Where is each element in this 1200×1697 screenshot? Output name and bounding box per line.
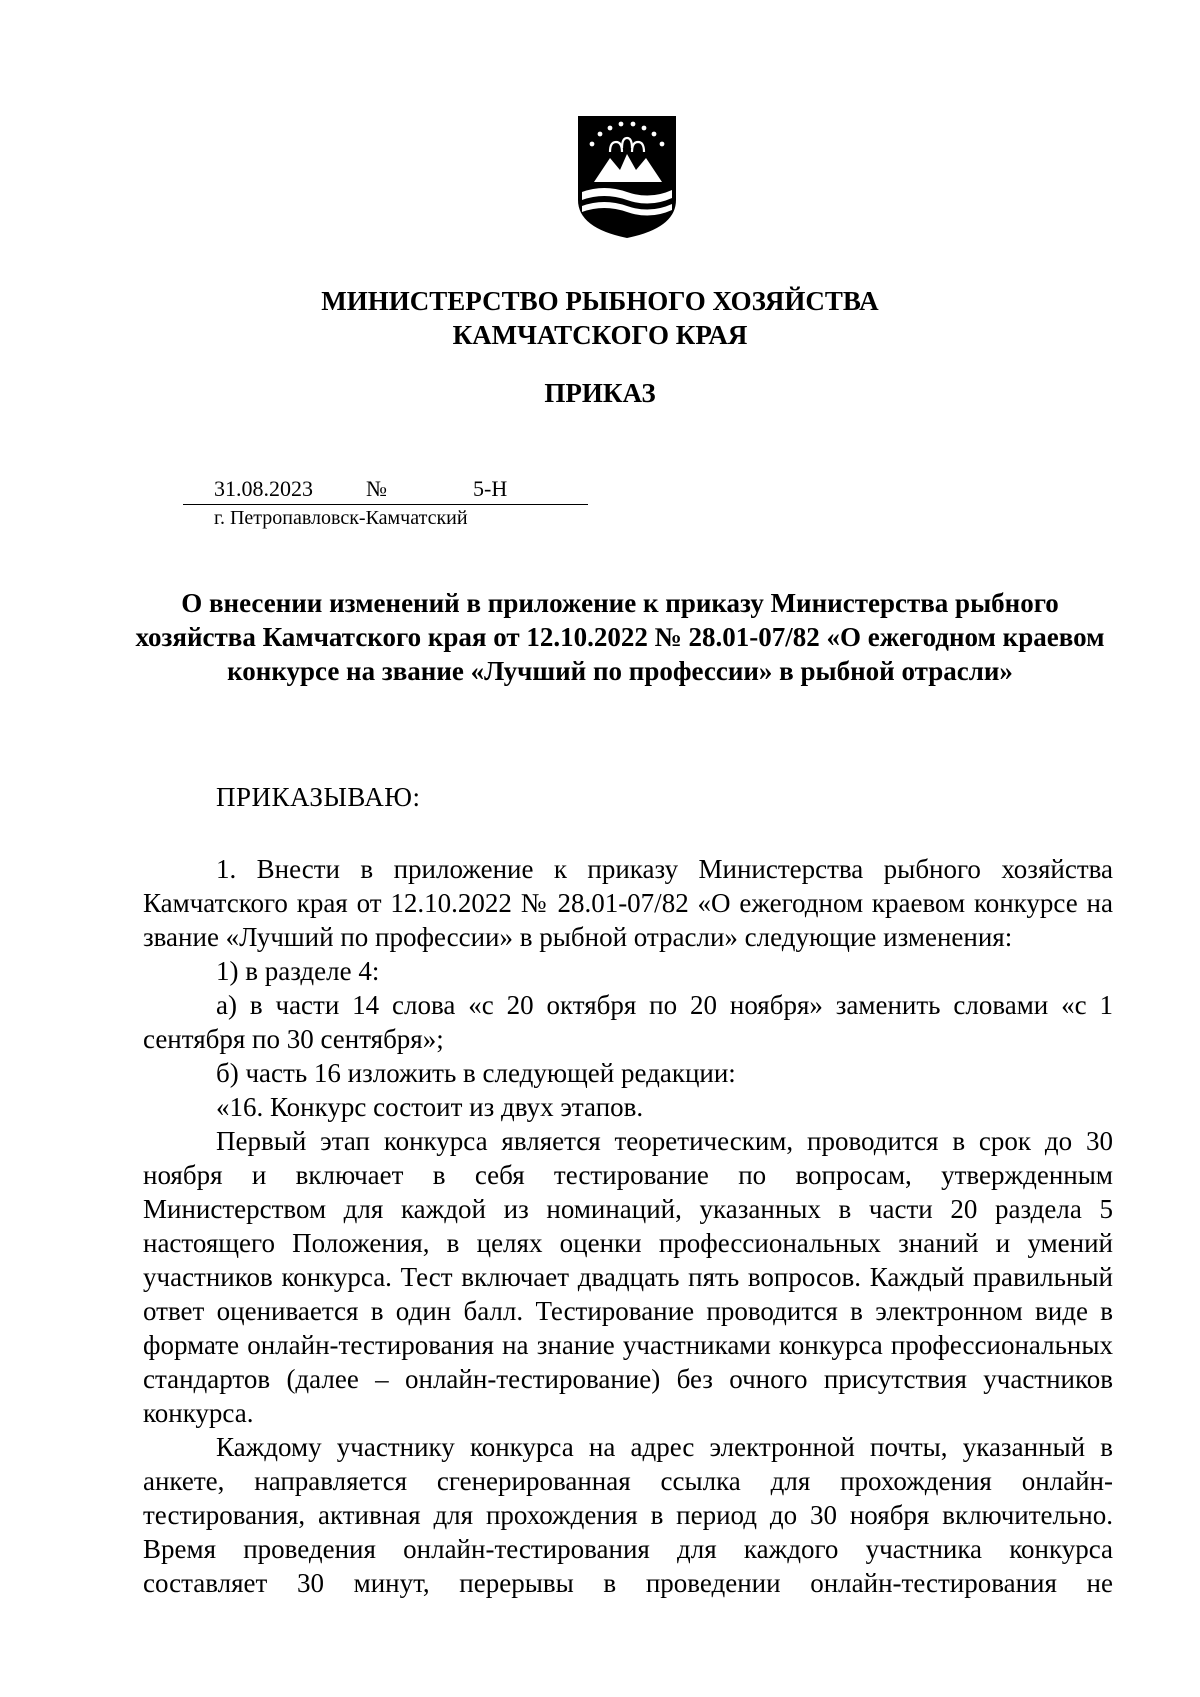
document-date-number-line <box>183 474 588 505</box>
order-heading: ПРИКАЗЫВАЮ: <box>216 782 421 812</box>
paragraph-2: 1) в разделе 4: <box>216 956 380 986</box>
paragraph-1: 1. Внести в приложение к приказу Министерства рыбного хозяйства Камчатского края от 12.10.2022 № 28.01-07/82 «О ежегодном краевом конкурсе на звание «Лучший по профессии» в рыбной отрасли» следующие изменения: <box>143 854 1113 952</box>
kamchatka-coat-of-arms-icon <box>574 112 680 240</box>
document-city: г. Петропавловск-Камчатский <box>214 507 468 529</box>
ministry-line-1: МИНИСТЕРСТВО РЫБНОГО ХОЗЯЙСТВА <box>321 286 879 316</box>
paragraph-7: Каждому участнику конкурса на адрес электронной почты, указанный в анкете, направляется сгенерированная ссылка для прохождения онлайн-тестирования, активная для прохождения в период до 30 ноября включительно. Время проведения онлайн-тестирования для каждого участника конкурса составляет 30 минут, перерывы в проведении онлайн-тестирования не <box>143 1432 1113 1598</box>
paragraph-4: б) часть 16 изложить в следующей редакции: <box>216 1058 736 1088</box>
paragraph-5: «16. Конкурс состоит из двух этапов. <box>216 1092 644 1122</box>
document-body <box>143 852 1113 1600</box>
document-title: О внесении изменений в приложение к приказу Министерства рыбного хозяйства Камчатского края от 12.10.2022 № 28.01-07/82 «О ежегодном краевом конкурсе на звание «Лучший по профессии» в рыбной отрасли» <box>135 588 1105 686</box>
ministry-line-2: КАМЧАТСКОГО КРАЯ <box>452 320 748 350</box>
number-sign: № <box>366 476 387 501</box>
paragraph-3: а) в части 14 слова «с 20 октября по 20 ноября» заменить словами «с 1 сентября по 30 сентября»; <box>143 990 1113 1054</box>
document-number: 5-Н <box>473 476 508 501</box>
document-type: ПРИКАЗ <box>544 378 656 408</box>
document-date: 31.08.2023 <box>214 476 313 501</box>
ministry-name <box>0 284 1200 352</box>
paragraph-6: Первый этап конкурса является теоретическим, проводится в срок до 30 ноября и включает в себя тестирование по вопросам, утвержденным Министерством для каждой из номинаций, указанных в части 20 раздела 5 настоящего Положения, в целях оценки профессиональных знаний и умений участников конкурса. Тест включает двадцать пять вопросов. Каждый правильный ответ оценивается в один балл. Тестирование проводится в электронном виде в формате онлайн-тестирования на знание участниками конкурса профессиональных стандартов (далее – онлайн-тестирование) без очного присутствия участников конкурса. <box>143 1126 1113 1428</box>
